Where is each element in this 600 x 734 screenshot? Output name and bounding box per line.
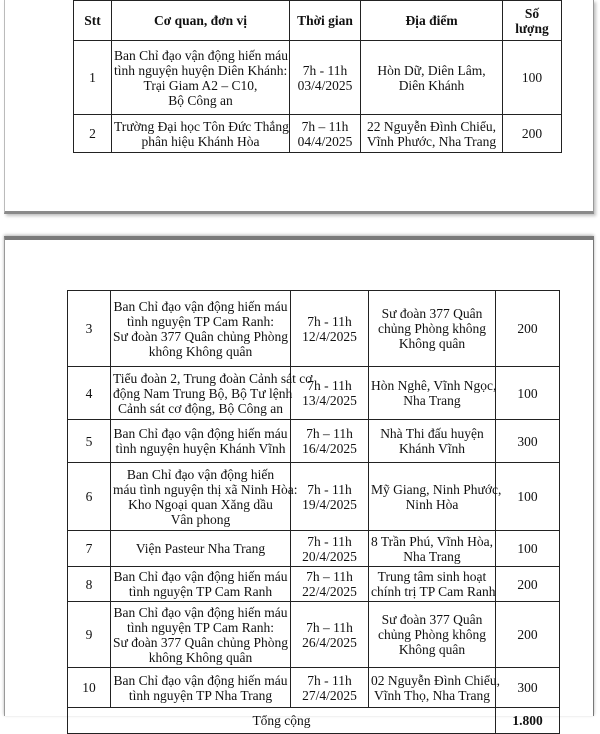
header-org: Cơ quan, đơn vị bbox=[112, 1, 290, 41]
table-row bbox=[74, 41, 562, 115]
org-line: Cảnh sát cơ động, Bộ Công an bbox=[118, 400, 283, 416]
document-page-1 bbox=[4, 0, 594, 214]
date: 19/4/2025 bbox=[302, 496, 357, 512]
org-line: tình nguyện huyện Khánh Vĩnh bbox=[115, 441, 286, 456]
cell-qty: 100 bbox=[496, 463, 560, 531]
total-label: Tổng cộng bbox=[68, 708, 496, 734]
org-line: Viện Pasteur Nha Trang bbox=[135, 541, 266, 556]
place-line: Sư đoàn 377 Quân bbox=[381, 306, 483, 321]
header-qty: Số lượng bbox=[503, 1, 562, 41]
time-range: 7h – 11h bbox=[306, 569, 353, 584]
org-line: phân hiệu Khánh Hòa bbox=[141, 133, 260, 149]
cell-qty: 100 bbox=[496, 531, 560, 567]
time-range: 7h - 11h bbox=[307, 533, 352, 549]
cell-qty: 200 bbox=[496, 602, 560, 668]
cell-org bbox=[111, 291, 291, 367]
date: 26/4/2025 bbox=[302, 634, 357, 650]
header-time: Thời gian bbox=[290, 1, 361, 41]
org-line: Ban Chỉ đạo vận động hiến bbox=[126, 466, 275, 482]
cell-place bbox=[361, 115, 503, 153]
place-line: 02 Nguyễn Đình Chiểu, bbox=[371, 672, 500, 688]
total-value: 1.800 bbox=[496, 708, 560, 734]
cell-stt: 10 bbox=[68, 668, 111, 708]
org-line: máu tình nguyện thị xã Ninh Hòa: bbox=[113, 481, 298, 497]
date: 27/4/2025 bbox=[302, 687, 357, 703]
place-line: chủng Phòng không bbox=[378, 627, 486, 642]
cell-place bbox=[369, 463, 502, 531]
cell-org bbox=[111, 420, 291, 463]
table-row bbox=[68, 567, 560, 602]
date: 12/4/2025 bbox=[302, 328, 357, 344]
org-line: Bộ Công an bbox=[168, 92, 233, 108]
cell-place bbox=[369, 668, 500, 708]
cell-org bbox=[111, 463, 298, 531]
place-line: Hòn Nghê, Vĩnh Ngọc, bbox=[371, 378, 497, 393]
org-line: Ban Chỉ đạo vận động hiến máu bbox=[113, 426, 288, 441]
cell-time bbox=[291, 668, 369, 708]
cell-time bbox=[291, 463, 369, 531]
cell-time bbox=[291, 602, 369, 668]
place-line: Nha Trang bbox=[403, 393, 461, 408]
table-row bbox=[68, 668, 560, 708]
schedule-table-part-2 bbox=[67, 290, 560, 734]
cell-stt: 9 bbox=[68, 602, 111, 668]
cell-place bbox=[369, 291, 496, 367]
header-place: Địa điểm bbox=[361, 1, 503, 41]
time-range: 7h - 11h bbox=[307, 313, 352, 329]
cell-time bbox=[290, 115, 361, 153]
place-line: Nhà Thi đấu huyện bbox=[380, 426, 484, 441]
cell-stt: 2 bbox=[74, 115, 112, 153]
org-line: Sư đoàn 377 Quân chủng Phòng bbox=[113, 328, 288, 344]
org-line: không Không quân bbox=[148, 343, 253, 359]
table-row bbox=[68, 420, 560, 463]
cell-time bbox=[291, 531, 369, 567]
cell-time bbox=[290, 41, 361, 115]
cell-qty: 200 bbox=[503, 115, 562, 153]
cell-qty: 100 bbox=[503, 41, 562, 115]
date: 04/4/2025 bbox=[297, 133, 353, 149]
place-line: Diên Khánh bbox=[398, 77, 465, 93]
cell-org bbox=[111, 531, 291, 567]
cell-org bbox=[111, 567, 291, 602]
time-range: 7h - 11h bbox=[307, 672, 352, 688]
cell-stt: 1 bbox=[74, 41, 112, 115]
cell-stt: 3 bbox=[68, 291, 111, 367]
schedule-table-part-1 bbox=[73, 0, 562, 153]
place-line: Không quân bbox=[398, 642, 466, 657]
place-line: chính trị TP Cam Ranh bbox=[371, 584, 496, 599]
time-range: 7h - 11h bbox=[302, 62, 348, 78]
date: 03/4/2025 bbox=[297, 77, 353, 93]
org-line: Trường Đại học Tôn Đức Thắng bbox=[114, 118, 289, 134]
cell-time bbox=[291, 291, 369, 367]
place-line: Vĩnh Phước, Nha Trang bbox=[366, 133, 497, 149]
date: 20/4/2025 bbox=[302, 548, 357, 564]
org-line: tình nguyện TP Nha Trang bbox=[128, 687, 273, 703]
place-line: Mỹ Giang, Ninh Phước, bbox=[371, 481, 502, 497]
time-range: 7h – 11h bbox=[306, 619, 353, 635]
date: 13/4/2025 bbox=[302, 393, 357, 408]
cell-stt: 4 bbox=[68, 367, 111, 420]
cell-stt: 8 bbox=[68, 567, 111, 602]
cell-org bbox=[111, 367, 313, 420]
org-line: động Nam Trung Bộ, Bộ Tư lệnh bbox=[113, 385, 293, 401]
org-line: Ban Chỉ đạo vận động hiến máu bbox=[113, 672, 288, 688]
cell-org bbox=[111, 668, 291, 708]
cell-place bbox=[369, 367, 496, 420]
time-range: 7h - 11h bbox=[307, 481, 352, 497]
cell-qty: 200 bbox=[496, 567, 560, 602]
org-line: Sư đoàn 377 Quân chủng Phòng bbox=[113, 634, 288, 650]
table-row bbox=[68, 531, 560, 567]
document-page-2 bbox=[4, 236, 594, 728]
cell-qty: 100 bbox=[496, 367, 560, 420]
table-row bbox=[68, 602, 560, 668]
cell-place bbox=[369, 567, 496, 602]
time-range: 7h – 11h bbox=[301, 118, 349, 134]
place-line: Hòn Dữ, Diên Lâm, bbox=[377, 62, 486, 78]
cell-place bbox=[369, 602, 496, 668]
time-range: 7h - 11h bbox=[307, 378, 352, 393]
org-line: tình nguyện TP Cam Ranh: bbox=[127, 619, 274, 635]
place-line: Trung tâm sinh hoạt bbox=[377, 569, 487, 584]
cell-org bbox=[111, 602, 291, 668]
place-line: Vĩnh Thọ, Nha Trang bbox=[373, 687, 490, 703]
table-row bbox=[68, 291, 560, 367]
org-line: không Không quân bbox=[148, 649, 253, 665]
place-line: 8 Trần Phú, Vĩnh Hòa, bbox=[371, 533, 494, 549]
org-line: tình nguyện TP Cam Ranh bbox=[128, 584, 273, 599]
org-line: Ban Chỉ đạo vận động hiến máu bbox=[113, 604, 288, 620]
place-line: Không quân bbox=[398, 336, 466, 351]
place-line: Khánh Vĩnh bbox=[398, 441, 466, 456]
time-range: 7h – 11h bbox=[306, 426, 353, 441]
place-line: Nha Trang bbox=[403, 548, 461, 564]
cell-time bbox=[291, 567, 369, 602]
cell-place bbox=[369, 420, 496, 463]
table-row bbox=[68, 367, 560, 420]
cell-org bbox=[112, 115, 290, 153]
total-row bbox=[68, 708, 560, 734]
cell-qty: 200 bbox=[496, 291, 560, 367]
date: 22/4/2025 bbox=[302, 584, 357, 599]
cell-stt: 7 bbox=[68, 531, 111, 567]
cell-org bbox=[112, 41, 290, 115]
cell-stt: 6 bbox=[68, 463, 111, 531]
cell-time bbox=[291, 420, 369, 463]
cell-qty: 300 bbox=[496, 668, 560, 708]
org-line: Ban Chỉ đạo vận động hiến máu bbox=[113, 569, 288, 584]
org-line: Ban Chỉ đạo vận động hiến máu bbox=[114, 47, 288, 63]
place-line: chủng Phòng không bbox=[378, 321, 486, 336]
org-line: tình nguyện TP Cam Ranh: bbox=[127, 313, 274, 329]
org-line: Vân phong bbox=[170, 511, 231, 527]
place-line: Ninh Hòa bbox=[405, 496, 459, 512]
cell-qty: 300 bbox=[496, 420, 560, 463]
place-line: 22 Nguyễn Đình Chiểu, bbox=[367, 118, 496, 134]
org-line: Tiểu đoàn 2, Trung đoàn Cảnh sát cơ bbox=[113, 370, 313, 386]
place-line: Sư đoàn 377 Quân bbox=[381, 612, 483, 627]
date: 16/4/2025 bbox=[302, 441, 357, 456]
org-line: Trại Giam A2 – C10, bbox=[143, 77, 258, 93]
table-row bbox=[74, 115, 562, 153]
cell-place bbox=[369, 531, 496, 567]
table-row bbox=[68, 463, 560, 531]
org-line: tình nguyện huyện Diên Khánh: bbox=[114, 62, 288, 78]
table-header-row bbox=[74, 1, 562, 41]
org-line: Kho Ngoại quan Xăng dầu bbox=[128, 496, 273, 512]
org-line: Ban Chỉ đạo vận động hiến máu bbox=[113, 298, 288, 314]
cell-stt: 5 bbox=[68, 420, 111, 463]
header-stt: Stt bbox=[74, 1, 112, 41]
cell-place bbox=[361, 41, 503, 115]
